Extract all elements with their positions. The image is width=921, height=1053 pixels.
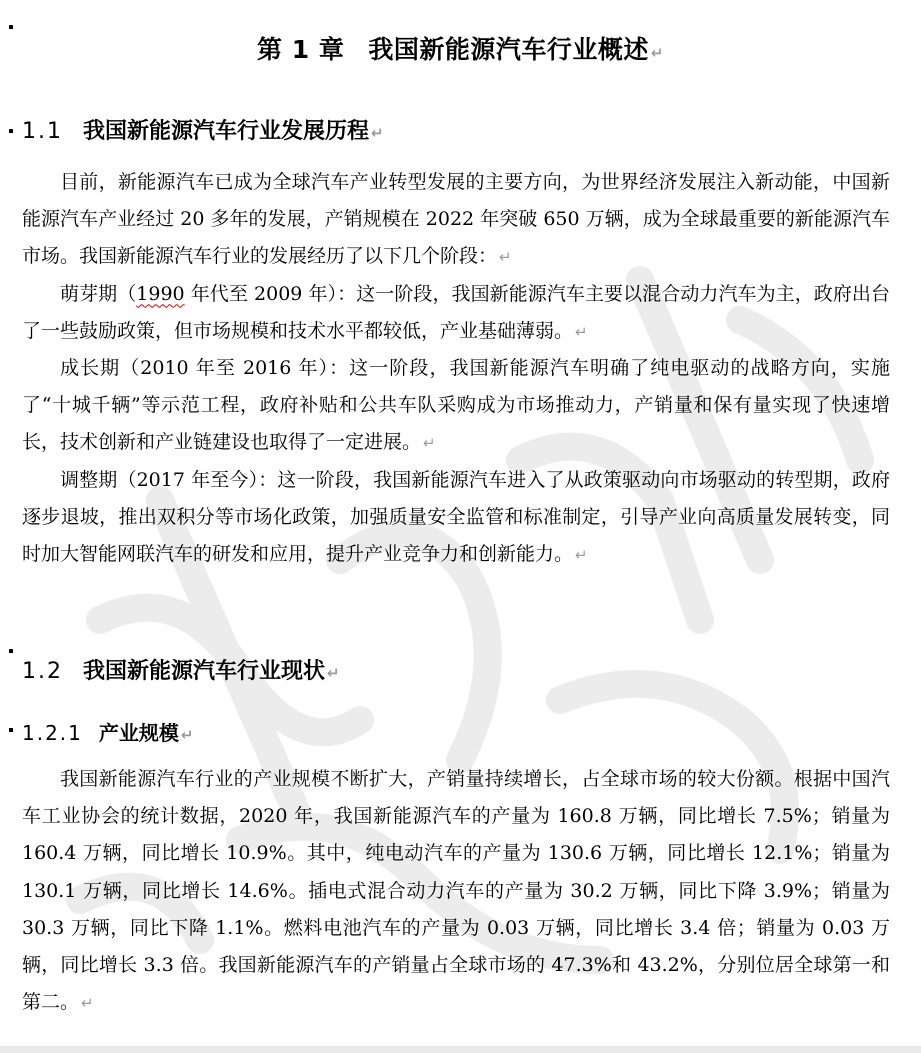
paragraph-text: 调整期（2017 年至今）：这一阶段，我国新能源汽车进入了从政策驱动向市场驱动的转型期，政府逐步退坡，推出双积分等市场化政策，加强质量安全监管和标准制定，引导产业向高质量发展转变，同时加大智能网联汽车的研发和应用，提升产业竞争力和创新能力。: [22, 468, 890, 565]
chapter-number: 第 1 章: [257, 35, 345, 64]
body-paragraph: [22, 350, 890, 463]
paragraph-mark-marker: [9, 129, 13, 133]
body-paragraph: [22, 276, 890, 351]
paragraph-return-icon: ↵: [180, 726, 194, 744]
paragraph-text: 成长期（2010 年至 2016 年）：这一阶段，我国新能源汽车明确了纯电驱动的战略方向，实施了“十城千辆”等示范工程，政府补贴和公共车队采购成为市场推动力，产销量和保有量实现了快速增长，技术创新和产业链建设也取得了一定进展。: [22, 357, 890, 454]
section-heading-1-2: [22, 656, 340, 689]
subsection-heading-1-2-1: [22, 718, 193, 750]
paragraph-text: 目前，新能源汽车已成为全球汽车产业转型发展的主要方向，为世界经济发展注入新动能，中国新能源汽车产业经过 20 多年的发展，产销规模在 2022 年突破 650 万辆，成为全球最重要的新能源汽车市场。我国新能源汽车行业的发展经历了以下几个阶段：: [22, 171, 890, 268]
chapter-heading: [0, 30, 921, 73]
paragraph-return-icon: ↵: [81, 994, 94, 1013]
paragraph-text: 萌芽期（: [60, 282, 137, 305]
section-number: 1.2: [22, 659, 63, 684]
paragraph-return-icon: ↵: [650, 44, 664, 62]
section-title: 我国新能源汽车行业发展历程: [83, 119, 370, 144]
body-paragraph: [22, 462, 890, 575]
chapter-title: 我国新能源汽车行业概述: [368, 35, 649, 64]
paragraph-text: 年代至 2009 年）：这一阶段，我国新能源汽车主要以混合动力汽车为主，政府出台了一些鼓励政策，但市场规模和技术水平都较低，产业基础薄弱。: [22, 282, 890, 342]
paragraph-mark-marker: [9, 728, 13, 732]
subsection-number: 1.2.1: [22, 721, 83, 745]
paragraph-return-icon: ↵: [423, 434, 436, 453]
body-paragraph: [22, 164, 890, 277]
section-number: 1.1: [22, 119, 63, 144]
paragraph-return-icon: ↵: [575, 546, 588, 564]
paragraph-return-icon: ↵: [327, 664, 340, 682]
paragraph-mark-marker: [9, 649, 13, 653]
paragraph-return-icon: ↵: [371, 124, 384, 142]
subsection-title: 产业规模: [98, 721, 179, 745]
paragraph-text: 我国新能源汽车行业的产业规模不断扩大，产销量持续增长，占全球市场的较大份额。根据中国汽车工业协会的统计数据，2020 年，我国新能源汽车的产量为 160.8 万辆，同比增长 7.5%；销量为 160.4 万辆，同比增长 10.9%。其中，纯电动汽车的产量为 130.6 万辆，同比增长 12.1%；销量为 130.1 万辆，同比增长 14.6%。插电式混合动力汽车的产量为 30.2 万辆，同比下降 3.9%；销量为 30.3 万辆，同比下降 1.1%。燃料电池汽车的产量为 0.03 万辆，同比增长 3.4 倍；销量为 0.03 万辆，同比增长 3.3 倍。我国新能源汽车的产销量占全球市场的 47.3%和 43.2%，分别位居全球第一和第二。: [22, 768, 890, 1014]
section-title: 我国新能源汽车行业现状: [83, 659, 326, 684]
paragraph-mark-marker: [9, 25, 13, 29]
paragraph-return-icon: ↵: [499, 248, 512, 267]
paragraph-return-icon: ↵: [575, 322, 588, 341]
spellcheck-flagged-text: 1990: [136, 282, 185, 305]
section-heading-1-1: [22, 116, 384, 149]
body-paragraph: [22, 761, 890, 1022]
